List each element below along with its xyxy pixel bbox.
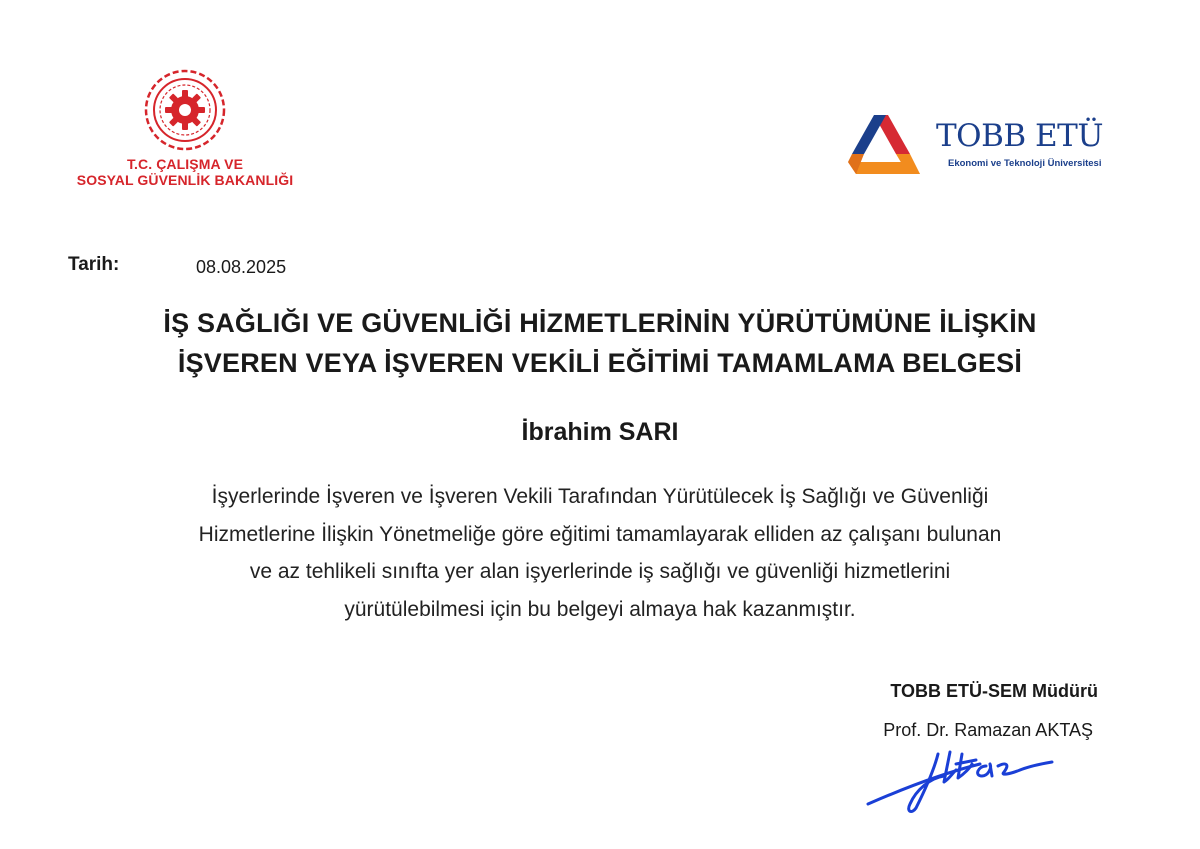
ministry-name-line1: T.C. ÇALIŞMA VE [126, 156, 244, 172]
certificate-title-line2: İŞVEREN VEYA İŞVEREN VEKİLİ EĞİTİMİ TAMAMLAMA BELGESİ [177, 348, 1023, 378]
ministry-name-line2: SOSYAL GÜVENLİK BAKANLIĞI [76, 172, 294, 188]
ministry-seal-icon [143, 68, 227, 152]
handwritten-signature [860, 740, 1060, 815]
certificate-title-line1: İŞ SAĞLIĞI VE GÜVENLİĞİ HİZMETLERİNİN YÜRÜTÜMÜNE İLİŞKİN [163, 308, 1037, 338]
ministry-logo [60, 68, 310, 188]
body-line: Hizmetlerine İlişkin Yönetmeliğe göre eğitimi tamamlayarak elliden az çalışanı bulunan [198, 522, 1002, 546]
date-value: 08.08.2025 [196, 257, 287, 277]
date-label: Tarih: [68, 254, 120, 275]
signatory-title: TOBB ETÜ-SEM Müdürü [890, 681, 1098, 701]
university-logo [846, 112, 1126, 182]
signatory-name: Prof. Dr. Ramazan AKTAŞ [883, 720, 1093, 740]
university-name: TOBB ETÜ [936, 118, 1103, 154]
certificate-title [60, 303, 1140, 383]
certificate-body [40, 478, 1160, 628]
university-subtitle: Ekonomi ve Teknoloji Üniversitesi [948, 158, 1102, 169]
tobb-etu-logo-icon [846, 112, 924, 182]
body-line: yürütülebilmesi için bu belgeyi almaya hak kazanmıştır. [344, 597, 856, 621]
body-line: ve az tehlikeli sınıfta yer alan işyerlerinde iş sağlığı ve güvenliği hizmetlerini [249, 560, 951, 583]
body-line: İşyerlerinde İşveren ve İşveren Vekili Tarafından Yürütülecek İş Sağlığı ve Güvenliği [211, 485, 989, 508]
recipient-name: İbrahim SARI [521, 418, 679, 446]
